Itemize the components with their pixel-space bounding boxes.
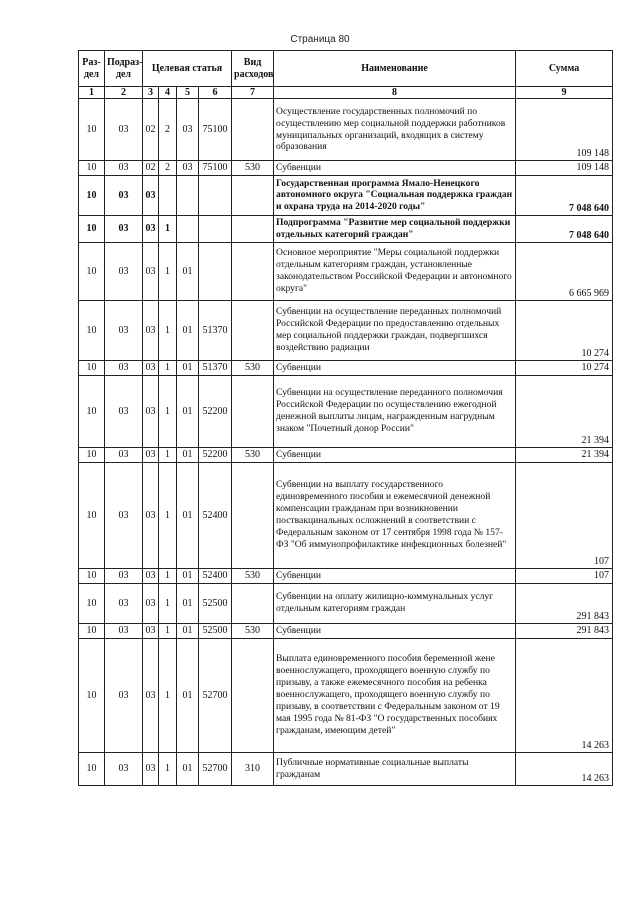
column-number: 1	[79, 87, 105, 99]
cell-subprogram: 1	[159, 638, 177, 752]
cell-subprogram: 1	[159, 568, 177, 583]
cell-measure: 03	[177, 161, 199, 176]
cell-razdel: 10	[79, 300, 105, 360]
column-number: 7	[232, 87, 274, 99]
cell-summa: 14 263	[516, 752, 613, 785]
cell-razdel: 10	[79, 360, 105, 375]
cell-summa: 291 843	[516, 583, 613, 623]
cell-measure: 01	[177, 375, 199, 447]
cell-vid-rashodov	[232, 242, 274, 300]
table-row	[79, 752, 613, 785]
cell-summa: 109 148	[516, 99, 613, 161]
table-row	[79, 447, 613, 462]
cell-program: 03	[143, 242, 159, 300]
column-number: 5	[177, 87, 199, 99]
table-row	[79, 638, 613, 752]
page-number-label: Страница 80	[290, 34, 350, 45]
cell-naimenovanie: Субвенции	[274, 161, 516, 176]
column-number: 8	[274, 87, 516, 99]
cell-vid-rashodov	[232, 462, 274, 568]
cell-vid-rashodov: 530	[232, 623, 274, 638]
cell-measure: 01	[177, 752, 199, 785]
cell-summa: 7 048 640	[516, 175, 613, 215]
cell-vid-rashodov: 530	[232, 161, 274, 176]
header-podrazdel: Подраз-дел	[105, 51, 143, 87]
cell-measure: 01	[177, 242, 199, 300]
cell-program: 03	[143, 568, 159, 583]
cell-summa: 10 274	[516, 360, 613, 375]
cell-measure: 01	[177, 300, 199, 360]
cell-podrazdel: 03	[105, 161, 143, 176]
header-vid-rashodov: Вид расходов	[232, 51, 274, 87]
cell-vid-rashodov: 530	[232, 360, 274, 375]
cell-summa: 291 843	[516, 623, 613, 638]
cell-direction: 52200	[199, 447, 232, 462]
cell-razdel: 10	[79, 242, 105, 300]
cell-measure: 01	[177, 623, 199, 638]
cell-program: 03	[143, 375, 159, 447]
table-row	[79, 568, 613, 583]
cell-direction: 75100	[199, 161, 232, 176]
cell-podrazdel: 03	[105, 752, 143, 785]
table-row	[79, 360, 613, 375]
cell-program: 02	[143, 99, 159, 161]
cell-naimenovanie: Субвенции на выплату государственного единовременного пособия и ежемесячной денежной компенсации гражданам при возникновении поствакцинальных осложнений в соответствии с Федеральным законом от 17 сентября 1998 года № 157-ФЗ "Об иммунопрофилактике инфекционных болезней"	[274, 462, 516, 568]
cell-naimenovanie: Основное мероприятие "Меры социальной поддержки отдельным категориям граждан, установленные законодательством Российской Федерации и автономного округа"	[274, 242, 516, 300]
cell-naimenovanie: Субвенции	[274, 568, 516, 583]
cell-naimenovanie: Подпрограмма "Развитие мер социальной поддержки отдельных категорий граждан"	[274, 215, 516, 242]
cell-podrazdel: 03	[105, 242, 143, 300]
cell-razdel: 10	[79, 568, 105, 583]
cell-direction: 52200	[199, 375, 232, 447]
cell-summa: 107	[516, 462, 613, 568]
cell-podrazdel: 03	[105, 462, 143, 568]
cell-naimenovanie: Субвенции	[274, 360, 516, 375]
cell-naimenovanie: Субвенции на оплату жилищно-коммунальных услуг отдельным категориям граждан	[274, 583, 516, 623]
cell-razdel: 10	[79, 375, 105, 447]
cell-measure: 03	[177, 99, 199, 161]
cell-podrazdel: 03	[105, 99, 143, 161]
cell-podrazdel: 03	[105, 300, 143, 360]
cell-measure	[177, 175, 199, 215]
cell-program: 03	[143, 215, 159, 242]
cell-program: 03	[143, 623, 159, 638]
cell-razdel: 10	[79, 462, 105, 568]
column-number: 4	[159, 87, 177, 99]
cell-vid-rashodov	[232, 300, 274, 360]
cell-subprogram: 1	[159, 462, 177, 568]
cell-subprogram: 1	[159, 300, 177, 360]
cell-direction	[199, 215, 232, 242]
cell-vid-rashodov	[232, 583, 274, 623]
cell-vid-rashodov	[232, 375, 274, 447]
cell-program: 03	[143, 300, 159, 360]
cell-direction: 52500	[199, 623, 232, 638]
cell-vid-rashodov: 310	[232, 752, 274, 785]
cell-subprogram: 1	[159, 360, 177, 375]
cell-summa: 107	[516, 568, 613, 583]
cell-direction: 52500	[199, 583, 232, 623]
cell-subprogram: 2	[159, 161, 177, 176]
cell-razdel: 10	[79, 447, 105, 462]
cell-razdel: 10	[79, 623, 105, 638]
cell-direction: 51370	[199, 360, 232, 375]
cell-summa: 21 394	[516, 447, 613, 462]
cell-program: 03	[143, 360, 159, 375]
cell-razdel: 10	[79, 752, 105, 785]
cell-summa: 21 394	[516, 375, 613, 447]
cell-direction: 75100	[199, 99, 232, 161]
cell-podrazdel: 03	[105, 638, 143, 752]
cell-vid-rashodov: 530	[232, 568, 274, 583]
cell-direction: 51370	[199, 300, 232, 360]
cell-podrazdel: 03	[105, 175, 143, 215]
cell-podrazdel: 03	[105, 375, 143, 447]
header-razdel: Раз-дел	[79, 51, 105, 87]
cell-podrazdel: 03	[105, 583, 143, 623]
column-number: 2	[105, 87, 143, 99]
cell-subprogram: 1	[159, 375, 177, 447]
cell-program: 03	[143, 447, 159, 462]
table-row	[79, 462, 613, 568]
cell-razdel: 10	[79, 161, 105, 176]
cell-summa: 10 274	[516, 300, 613, 360]
cell-measure	[177, 215, 199, 242]
cell-subprogram: 2	[159, 99, 177, 161]
cell-summa: 109 148	[516, 161, 613, 176]
cell-direction: 52700	[199, 638, 232, 752]
cell-subprogram: 1	[159, 447, 177, 462]
cell-podrazdel: 03	[105, 360, 143, 375]
cell-naimenovanie: Осуществление государственных полномочий по осуществлению мер социальной поддержки работников муниципальных организаций, входящих в систему образования	[274, 99, 516, 161]
cell-naimenovanie: Субвенции на осуществление переданных полномочий Российской Федерации по предоставлению отдельных мер социальной поддержки граждан, подвергшихся воздействию радиации	[274, 300, 516, 360]
column-number: 6	[199, 87, 232, 99]
table-row	[79, 175, 613, 215]
cell-direction	[199, 175, 232, 215]
cell-razdel: 10	[79, 583, 105, 623]
cell-measure: 01	[177, 462, 199, 568]
table-row	[79, 375, 613, 447]
cell-vid-rashodov	[232, 99, 274, 161]
header-summa: Сумма	[516, 51, 613, 87]
cell-vid-rashodov: 530	[232, 447, 274, 462]
table-row	[79, 215, 613, 242]
cell-podrazdel: 03	[105, 447, 143, 462]
cell-measure: 01	[177, 360, 199, 375]
cell-podrazdel: 03	[105, 568, 143, 583]
cell-direction: 52700	[199, 752, 232, 785]
cell-naimenovanie: Публичные нормативные социальные выплаты гражданам	[274, 752, 516, 785]
cell-podrazdel: 03	[105, 215, 143, 242]
table-row	[79, 242, 613, 300]
cell-direction	[199, 242, 232, 300]
table-row	[79, 99, 613, 161]
cell-summa: 6 665 969	[516, 242, 613, 300]
cell-measure: 01	[177, 447, 199, 462]
cell-program: 03	[143, 175, 159, 215]
column-number-row	[79, 87, 613, 99]
cell-subprogram: 1	[159, 242, 177, 300]
cell-program: 03	[143, 583, 159, 623]
cell-measure: 01	[177, 638, 199, 752]
cell-naimenovanie: Государственная программа Ямало-Ненецкого автономного округа "Социальная поддержка граждан и охрана труда на 2014-2020 годы"	[274, 175, 516, 215]
header-naimenovanie: Наименование	[274, 51, 516, 87]
header-celevaya-statya: Целевая статья	[143, 51, 232, 87]
cell-razdel: 10	[79, 99, 105, 161]
cell-razdel: 10	[79, 215, 105, 242]
cell-program: 03	[143, 752, 159, 785]
cell-naimenovanie: Выплата единовременного пособия беременной жене военнослужащего, проходящего военную службу по призыву, а также ежемесячного пособия на ребенка военнослужащего, проходящего военную службу по призыву, в соответствии с Федеральным законом от 19 мая 1995 года № 81-ФЗ "О государственных пособиях гражданам, имеющим детей"	[274, 638, 516, 752]
column-number: 3	[143, 87, 159, 99]
table-row	[79, 583, 613, 623]
cell-measure: 01	[177, 568, 199, 583]
table-row	[79, 300, 613, 360]
cell-vid-rashodov	[232, 215, 274, 242]
cell-vid-rashodov	[232, 638, 274, 752]
column-number: 9	[516, 87, 613, 99]
cell-summa: 7 048 640	[516, 215, 613, 242]
cell-measure: 01	[177, 583, 199, 623]
cell-vid-rashodov	[232, 175, 274, 215]
cell-subprogram: 1	[159, 215, 177, 242]
cell-subprogram: 1	[159, 752, 177, 785]
cell-naimenovanie: Субвенции	[274, 447, 516, 462]
cell-subprogram	[159, 175, 177, 215]
cell-razdel: 10	[79, 638, 105, 752]
table-row	[79, 161, 613, 176]
table-row	[79, 623, 613, 638]
cell-naimenovanie: Субвенции на осуществление переданного полномочия Российской Федерации по осуществлению ежегодной денежной выплаты лицам, награжденным нагрудным знаком "Почетный донор России"	[274, 375, 516, 447]
cell-program: 02	[143, 161, 159, 176]
budget-table	[78, 50, 613, 786]
cell-razdel: 10	[79, 175, 105, 215]
cell-program: 03	[143, 638, 159, 752]
cell-subprogram: 1	[159, 623, 177, 638]
cell-direction: 52400	[199, 568, 232, 583]
cell-subprogram: 1	[159, 583, 177, 623]
cell-podrazdel: 03	[105, 623, 143, 638]
cell-naimenovanie: Субвенции	[274, 623, 516, 638]
cell-program: 03	[143, 462, 159, 568]
cell-summa: 14 263	[516, 638, 613, 752]
cell-direction: 52400	[199, 462, 232, 568]
